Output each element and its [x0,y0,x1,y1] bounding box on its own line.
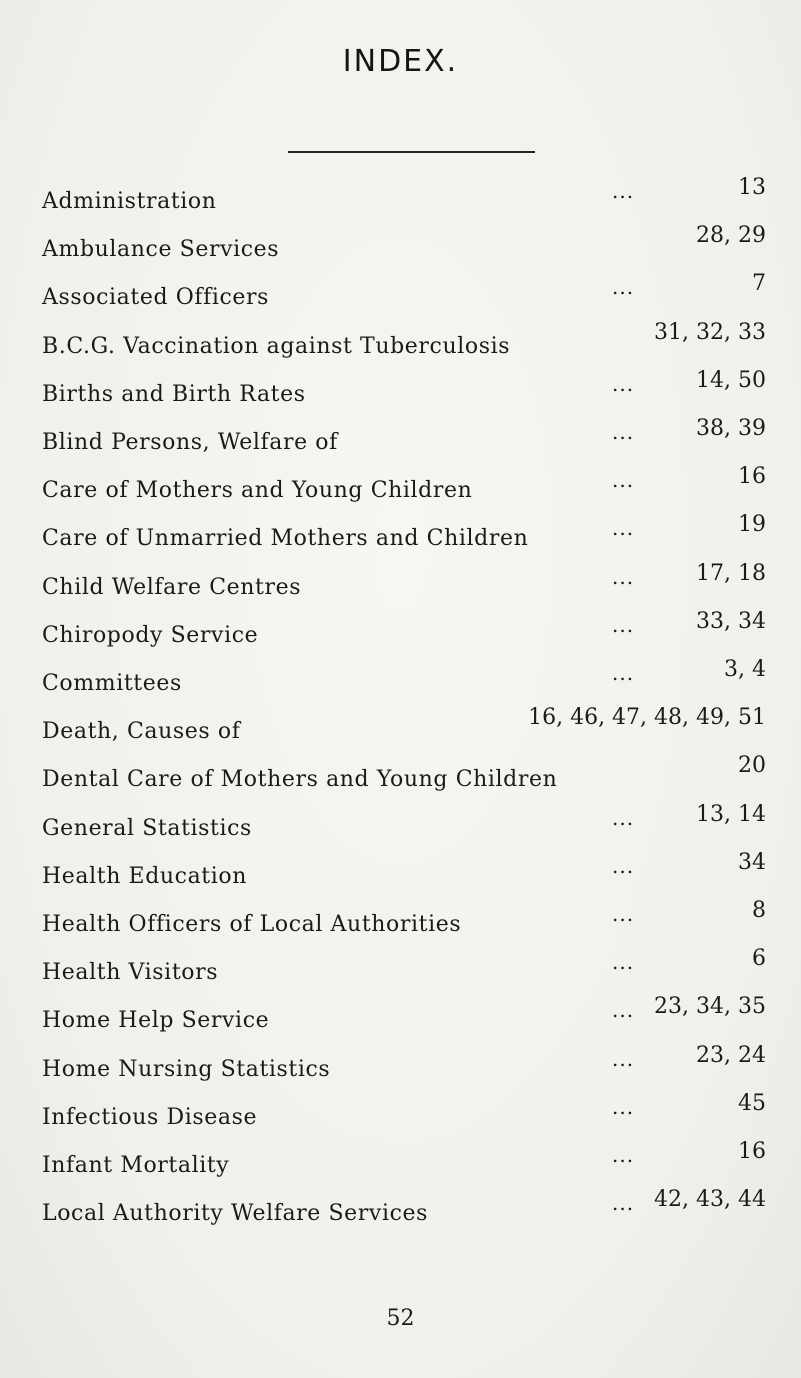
entry-pages: 17, 18 [696,560,766,586]
index-entry [0,271,801,319]
entry-leader: ... [612,950,635,975]
entry-label: Births and Birth Rates [42,381,306,407]
index-entry [0,802,801,850]
entry-leader: ... [612,612,635,637]
entry-pages: 6 [752,946,766,972]
index-entry [0,850,801,898]
index-entry [0,609,801,657]
entry-leader: ... [612,1191,635,1216]
index-entry [0,320,801,368]
entry-label: Administration [42,189,217,214]
index-entry [0,512,801,560]
index-entry [0,175,801,223]
entry-pages: 31, 32, 33 [654,319,766,345]
entry-pages: 16, 46, 47, 48, 49, 51 [528,705,766,731]
entry-pages: 19 [738,512,766,538]
index-entry [0,994,801,1042]
entry-label: Health Officers of Local Authorities [42,912,462,937]
entry-leader: ... [612,902,635,926]
entry-leader: ... [612,179,635,203]
entry-label: Associated Officers [42,285,270,311]
page-title: INDEX. [342,44,459,79]
entry-label: Chiropody Service [42,622,259,648]
index-entry [0,368,801,416]
entry-label: Health Education [42,863,248,889]
entry-label: Local Authority Welfare Services [42,1201,429,1227]
entry-leader: ... [612,1143,635,1167]
entry-pages: 16 [738,464,766,490]
entry-leader: ... [612,371,635,396]
index-entry [0,946,801,994]
entry-label: Infant Mortality [42,1153,230,1178]
index-entry [0,416,801,464]
entry-pages: 13, 14 [696,801,766,827]
entry-label: General Statistics [42,815,252,841]
entry-label: Blind Persons, Welfare of [42,430,338,455]
entry-pages: 20 [738,753,766,779]
entry-pages: 38, 39 [696,416,766,441]
entry-pages: 33, 34 [696,608,766,634]
entry-pages: 14, 50 [696,367,766,393]
entry-leader: ... [612,420,635,444]
entry-pages: 23, 34, 35 [654,994,766,1020]
entry-leader: ... [612,998,635,1023]
entry-leader: ... [612,468,635,493]
entry-leader: ... [612,853,635,878]
index-entry [0,753,801,801]
title-rule [288,151,535,153]
entry-leader: ... [612,805,635,830]
entry-pages: 16 [738,1139,766,1164]
entry-pages: 42, 43, 44 [654,1187,766,1213]
index-entry [0,561,801,609]
entry-leader: ... [612,1046,635,1071]
entry-label: Home Nursing Statistics [42,1056,331,1082]
entry-label: Death, Causes of [42,719,241,745]
index-entry [0,223,801,271]
index-entry [0,1043,801,1091]
index-entry [0,1139,801,1187]
entry-leader: ... [612,1094,635,1119]
index-entry [0,464,801,512]
entry-label: Committees [42,671,182,696]
index-entry [0,1187,801,1235]
entry-leader: ... [612,661,635,685]
index-entry [0,705,801,753]
entry-pages: 8 [752,898,766,923]
entry-leader: ... [612,275,635,300]
entry-label: Child Welfare Centres [42,574,302,600]
entry-pages: 23, 24 [696,1042,766,1068]
entry-label: Infectious Disease [42,1104,258,1130]
entry-leader: ... [612,516,635,541]
index-entry [0,657,801,705]
entry-label: Dental Care of Mothers and Young Children [42,767,558,793]
entry-pages: 13 [738,175,766,200]
entry-label: Health Visitors [42,960,219,986]
entry-pages: 45 [738,1090,766,1116]
entry-pages: 34 [738,849,766,875]
index-entry [0,1091,801,1139]
index-entry [0,898,801,946]
entry-label: Care of Unmarried Mothers and Children [42,526,529,552]
entry-label: Ambulance Services [42,237,280,263]
entry-pages: 7 [752,271,766,297]
entry-pages: 28, 29 [696,223,766,249]
entry-label: Care of Mothers and Young Children [42,478,473,504]
entry-label: Home Help Service [42,1008,270,1034]
entry-label: B.C.G. Vaccination against Tuberculosis [42,333,511,359]
page-number: 52 [386,1306,415,1331]
entry-pages: 3, 4 [724,657,766,682]
entry-leader: ... [612,564,635,589]
